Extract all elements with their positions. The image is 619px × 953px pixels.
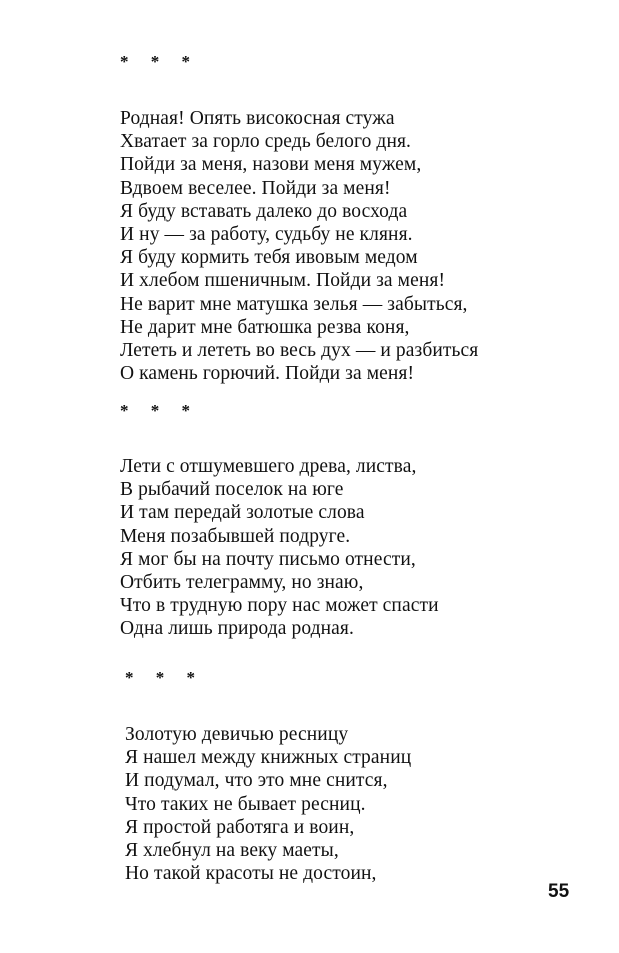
poem-line: Не варит мне матушка зелья — забыться,: [120, 293, 468, 315]
poem-lines: [125, 723, 595, 885]
poem-2: [120, 401, 590, 641]
poem-separator: * * *: [120, 401, 199, 420]
poem-line: Отбить телеграмму, но знаю,: [120, 571, 364, 593]
poem-separator: * * *: [120, 52, 199, 71]
poem-line: Хватает за горло средь белого дня.: [120, 131, 412, 153]
poem-line: Но такой красоты не достоин,: [125, 863, 377, 885]
poem-line: Я буду кормить тебя ивовым медом: [120, 247, 418, 269]
poem-line: И ну — за работу, судьбу не кляня.: [120, 223, 413, 245]
poem-line: И подумал, что это мне снится,: [125, 770, 388, 792]
poem-lines: [120, 455, 590, 641]
poem-line: Одна лишь природа родная.: [120, 618, 354, 640]
poem-line: И хлебом пшеничным. Пойди за меня!: [120, 270, 446, 292]
poem-line: Что таких не бывает ресниц.: [125, 793, 366, 815]
poem-lines: [120, 107, 590, 385]
poem-line: И там передай золотые слова: [120, 502, 365, 524]
poem-1: [120, 52, 590, 385]
poem-line: Я простой работяга и воин,: [125, 816, 355, 838]
poem-line: Я нашел между книжных страниц: [125, 747, 412, 769]
poem-line: Не дарит мне батюшка резва коня,: [120, 316, 410, 338]
poem-line: Вдвоем веселее. Пойди за меня!: [120, 177, 391, 199]
poem-line: Что в трудную пору нас может спасти: [120, 595, 439, 617]
poem-line: Я мог бы на почту письмо отнести,: [120, 548, 416, 570]
poem-line: Лети с отшумевшего древа, листва,: [120, 456, 417, 477]
poem-line: Золотую девичью ресницу: [125, 724, 349, 745]
poem-line: Родная! Опять високосная стужа: [120, 108, 395, 129]
poem-line: Лететь и лететь во весь дух — и разбиться: [120, 339, 479, 361]
poem-line: Я хлебнул на веку маеты,: [125, 839, 339, 861]
page-number: 55: [548, 881, 570, 902]
poem-line: В рыбачий поселок на юге: [120, 479, 344, 501]
poem-line: Меня позабывшей подруге.: [120, 525, 351, 547]
poem-line: Я буду вставать далеко до восхода: [120, 200, 408, 222]
poem-line: Пойди за меня, назови меня мужем,: [120, 154, 422, 176]
poem-line: О камень горючий. Пойди за меня!: [120, 363, 415, 385]
poem-3: [125, 668, 595, 885]
poem-separator: * * *: [125, 668, 204, 687]
